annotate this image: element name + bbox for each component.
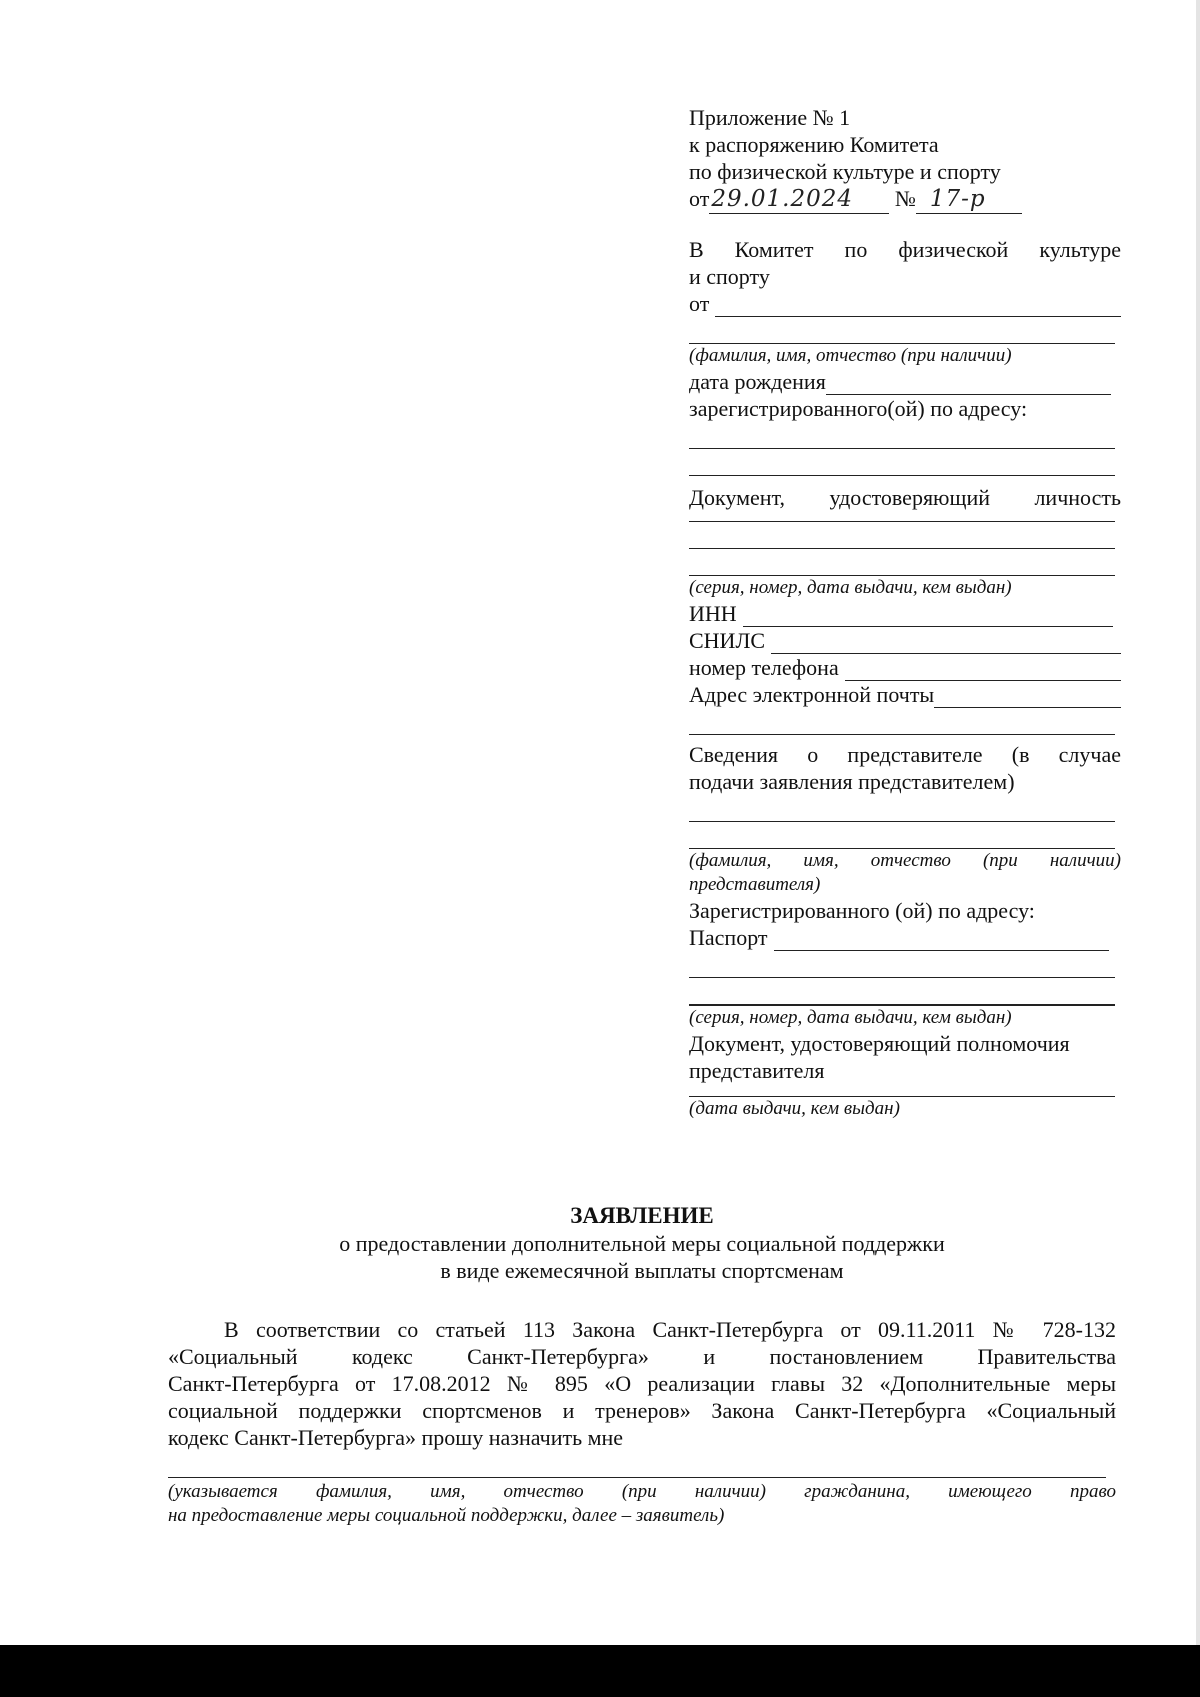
- application-subtitle-1: о предоставлении дополнительной меры социальной поддержки: [339, 1231, 945, 1256]
- application-subtitle-2: в виде ежемесячной выплаты спортсменам: [440, 1258, 844, 1283]
- address-input-line-2[interactable]: [689, 449, 1115, 476]
- representative-info-label-2: подачи заявления представителем): [689, 769, 1015, 794]
- phone-field: [689, 654, 1121, 681]
- passport-input-line-3[interactable]: [689, 978, 1115, 1006]
- from-input-line-2[interactable]: [689, 317, 1115, 344]
- order-date-number: [689, 185, 1121, 214]
- date-prefix: от: [689, 186, 710, 211]
- from-field: [689, 290, 1121, 317]
- snils-field: [689, 627, 1121, 654]
- committee-label: по физической культуре и спорту: [689, 159, 1001, 184]
- addressee-line-2: и спорту: [689, 264, 770, 289]
- email-input-line-2[interactable]: [689, 708, 1115, 735]
- application-title: ЗАЯВЛЕНИЕ: [570, 1203, 714, 1228]
- body-line: социальной поддержки спортсменов и тренеров» Закона Санкт-Петербурга «Социальный: [168, 1398, 1116, 1423]
- inn-label: ИНН: [689, 601, 737, 626]
- birth-date-input-line[interactable]: [826, 373, 1111, 395]
- authority-document-label-2: представителя: [689, 1058, 825, 1083]
- representative-registered-label: Зарегистрированного (ой) по адресу:: [689, 898, 1035, 923]
- passport-input-line-2[interactable]: [689, 951, 1115, 978]
- scan-bottom-border: [0, 1645, 1200, 1697]
- applicant-hint-line: на предоставление меры социальной поддержки, далее – заявитель): [168, 1505, 725, 1526]
- applicant-hint: [168, 1480, 1116, 1528]
- authority-document-hint: (дата выдачи, кем выдан): [689, 1098, 900, 1119]
- snils-input-line[interactable]: [771, 632, 1121, 654]
- email-input-line[interactable]: [934, 686, 1121, 708]
- birth-date-field: [689, 368, 1111, 395]
- applicant-input-line[interactable]: [168, 1451, 1106, 1478]
- application-body: [168, 1316, 1116, 1451]
- handwritten-number: 17-р: [916, 187, 1022, 214]
- number-prefix: №: [894, 186, 916, 211]
- birth-date-label: дата рождения: [689, 369, 826, 394]
- representative-fio-hint: (фамилия, имя, отчество (при наличии): [689, 850, 1121, 871]
- scan-edge: [1196, 0, 1200, 1645]
- representative-input-line-2[interactable]: [689, 822, 1115, 849]
- email-field: [689, 681, 1121, 708]
- body-line: кодекс Санкт-Петербурга» прошу назначить мне: [168, 1425, 624, 1450]
- passport-input-line[interactable]: [774, 929, 1109, 951]
- applicant-hint-line: (указывается фамилия, имя, отчество (при наличии) гражданина, имеющего право: [168, 1481, 1116, 1502]
- addressee-line: В Комитет по физической культуре: [689, 237, 1121, 262]
- id-document-hint: (серия, номер, дата выдачи, кем выдан): [689, 577, 1012, 598]
- address-input-line-1[interactable]: [689, 422, 1115, 449]
- registered-label: зарегистрированного(ой) по адресу:: [689, 396, 1028, 421]
- header-block: [689, 104, 1121, 1121]
- fio-hint: (фамилия, имя, отчество (при наличии): [689, 345, 1012, 366]
- id-document-input-line-1[interactable]: [689, 511, 1115, 522]
- email-label: Адрес электронной почты: [689, 682, 935, 707]
- id-document-label: Документ, удостоверяющий личность: [689, 485, 1121, 510]
- snils-label: СНИЛС: [689, 628, 766, 653]
- appendix-label: Приложение № 1: [689, 105, 851, 130]
- handwritten-date: 29.01.2024: [709, 187, 889, 214]
- id-document-input-line-3[interactable]: [689, 549, 1115, 576]
- authority-document-label: Документ, удостоверяющий полномочия: [689, 1031, 1070, 1056]
- body-line: «Социальный кодекс Санкт-Петербурга» и постановлением Правительства: [168, 1344, 1116, 1369]
- representative-fio-hint-2: представителя): [689, 874, 821, 895]
- authority-document-input-line[interactable]: [689, 1084, 1115, 1097]
- phone-label: номер телефона: [689, 655, 839, 680]
- inn-input-line[interactable]: [743, 605, 1113, 627]
- id-document-input-line-2[interactable]: [689, 522, 1115, 549]
- representative-info-label: Сведения о представителе (в случае: [689, 742, 1121, 767]
- from-label: от: [689, 291, 710, 316]
- passport-field: [689, 924, 1109, 951]
- inn-field: [689, 600, 1113, 627]
- representative-input-line-1[interactable]: [689, 795, 1115, 822]
- body-line: Санкт-Петербурга от 17.08.2012 № 895 «О реализации главы 32 «Дополнительные меры: [168, 1371, 1116, 1396]
- passport-label: Паспорт: [689, 925, 768, 950]
- phone-input-line[interactable]: [845, 659, 1121, 681]
- body-line: В соответствии со статьей 113 Закона Санкт-Петербурга от 09.11.2011 № 728-132: [224, 1317, 1116, 1342]
- passport-hint: (серия, номер, дата выдачи, кем выдан): [689, 1007, 1012, 1028]
- application-title-block: [168, 1202, 1116, 1284]
- from-input-line[interactable]: [715, 295, 1121, 317]
- order-label: к распоряжению Комитета: [689, 132, 939, 157]
